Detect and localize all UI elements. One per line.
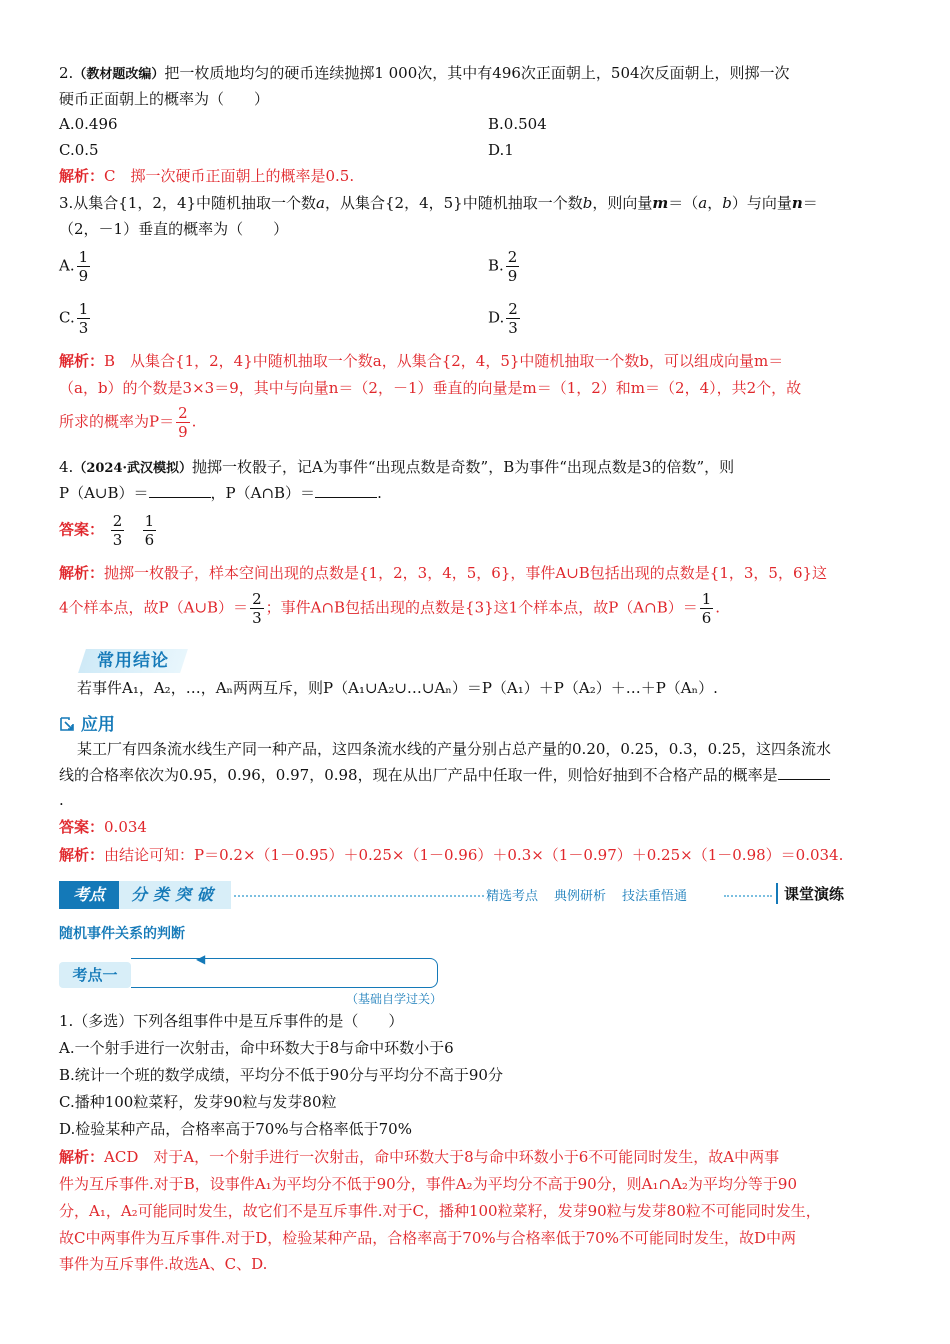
blank-3 <box>778 765 830 780</box>
header-kd2: 分类突破 <box>119 881 231 909</box>
apply-icon <box>59 716 75 732</box>
header-tags: 精选考点 典例研析 技法重悟通 <box>486 889 688 904</box>
q3-option-d: D. $\frac{2}{3}$ <box>488 300 518 337</box>
blank-2 <box>315 483 377 498</box>
apply-heading: 应用 <box>59 710 115 735</box>
q5-option-a: A.一个射手进行一次射击，命中环数大于8与命中环数小于6 <box>59 1039 454 1057</box>
q4-answer: 答案： $\frac{2}{3}$ $\frac{1}{6}$ <box>59 512 155 549</box>
blank-1 <box>149 483 211 498</box>
dotted-divider-2 <box>724 895 772 897</box>
q5-jiexi-line2: 件为互斥事件.对于B，设事件A₁为平均分不低于90分，事件A₂为平均分不高于90分，则A₁∩A₂为平均分等于90 <box>59 1175 798 1193</box>
kd-sub: （基础自学过关） <box>346 992 443 1006</box>
conclusion-text: 若事件A₁，A₂，…，Aₙ两两互斥，则P（A₁∪A₂∪…∪Aₙ）＝P（A₁）＋P（A₂）＋…＋P（Aₙ）. <box>77 679 718 697</box>
q3-stem-line2: （2，－1）垂直的概率为（ ） <box>59 220 289 238</box>
q5-option-b: B.统计一个班的数学成绩，平均分不低于90分与平均分不高于90分 <box>59 1066 503 1084</box>
arrow-left-icon: ◀ <box>196 952 206 966</box>
q5-jiexi-line5: 事件为互斥事件.故选A、C、D. <box>59 1255 268 1273</box>
q5-option-d: D.检验某种产品，合格率高于70%与合格率低于70% <box>59 1120 412 1138</box>
q3-jiexi-line1: 解析：B 从集合{1，2，4}中随机抽取一个数a，从集合{2，4，5}中随机抽取一个数b，可以组成向量m＝ <box>59 352 784 370</box>
q2-stem-line2: 硬币正面朝上的概率为（ ） <box>59 90 270 108</box>
section-title: 随机事件关系的判断 <box>59 926 185 942</box>
q3-jiexi-line2: （a，b）的个数是3×3＝9，其中与向量n＝（2，－1）垂直的向量是m＝（1，2）和m＝（2，4），共2个，故 <box>59 379 802 397</box>
q5-jiexi-line1: 解析：ACD 对于A，一个射手进行一次射击，命中环数大于8与命中环数小于6不可能同时发生，故A中两事 <box>59 1148 780 1166</box>
section-header-bar <box>59 881 231 909</box>
q2-option-a: A.0.496 <box>59 115 118 133</box>
apply-jiexi: 解析：由结论可知：P＝0.2×（1－0.95）＋0.25×（1－0.96）＋0.3×（1－0.97）＋0.25×（1－0.98）＝0.034. <box>59 846 844 864</box>
apply-answer: 答案：0.034 <box>59 818 147 836</box>
header-right: 课堂演练 <box>776 883 844 904</box>
q4-stem-line1: 4.（2024·武汉模拟）抛掷一枚骰子，记A为事件“出现点数是奇数”，B为事件“出现点数是3的倍数”，则 <box>59 458 735 476</box>
q5-stem: 1.（多选）下列各组事件中是互斥事件的是（ ） <box>59 1012 404 1030</box>
kd-frame <box>131 958 438 988</box>
q3-option-c: C. $\frac{1}{3}$ <box>59 300 89 337</box>
apply-text-line3: . <box>59 791 64 809</box>
q4-jiexi-line2: 4个样本点，故P（A∪B）＝ $\frac{2}{3}$ ；事件A∩B包括出现的点数是{3}这1个样本点，故P（A∩B）＝ $\frac{1}{6}$ . <box>59 590 721 627</box>
q3-option-a: A. $\frac{1}{9}$ <box>59 248 89 285</box>
q5-option-c: C.播种100粒菜籽，发芽90粒与发芽80粒 <box>59 1093 337 1111</box>
q2-jiexi: 解析：C 掷一次硬币正面朝上的概率是0.5. <box>59 167 355 185</box>
q4-stem-line2: P（A∪B）＝ ，P（A∩B）＝ . <box>59 484 382 502</box>
q3-option-b: B. $\frac{2}{9}$ <box>488 248 518 285</box>
q2-option-c: C.0.5 <box>59 141 99 159</box>
q3-stem-line1: 3.从集合{1，2，4}中随机抽取一个数a，从集合{2，4，5}中随机抽取一个数b，则向量m＝（a，b）与向量n＝ <box>59 194 818 212</box>
q2-option-d: D.1 <box>488 141 514 159</box>
kd-label: 考点一 <box>59 962 131 988</box>
q2-stem-line1: 2.（教材题改编）把一枚质地均匀的硬币连续抛掷1 000次，其中有496次正面朝上，504次反面朝上，则掷一次 <box>59 64 790 82</box>
q3-jiexi-line3: 所求的概率为P＝ $\frac{2}{9}$ . <box>59 404 197 441</box>
header-kd1: 考点 <box>59 881 119 909</box>
conclusion-banner: 常用结论 <box>97 651 169 671</box>
apply-text-line2: 线的合格率依次为0.95，0.96，0.97，0.98，现在从出厂产品中任取一件，则恰好抽到不合格产品的概率是 <box>59 764 830 786</box>
q5-jiexi-line3: 分，A₁，A₂可能同时发生，故它们不是互斥事件.对于C，播种100粒菜籽，发芽90粒与发芽80粒不可能同时发生， <box>59 1202 821 1220</box>
apply-text-line1: 某工厂有四条流水线生产同一种产品，这四条流水线的产量分别占总产量的0.20，0.25，0.3，0.25，这四条流水 <box>77 740 832 758</box>
q2-option-b: B.0.504 <box>488 115 547 133</box>
q5-jiexi-line4: 故C中两事件为互斥事件.对于D，检验某种产品，合格率高于70%与合格率低于70%不可能同时发生，故D中两 <box>59 1229 796 1247</box>
dotted-divider <box>234 895 484 897</box>
q4-jiexi-line1: 解析：抛掷一枚骰子，样本空间出现的点数是{1，2，3，4，5，6}，事件A∪B包括出现的点数是{1，3，5，6}这 <box>59 564 828 582</box>
